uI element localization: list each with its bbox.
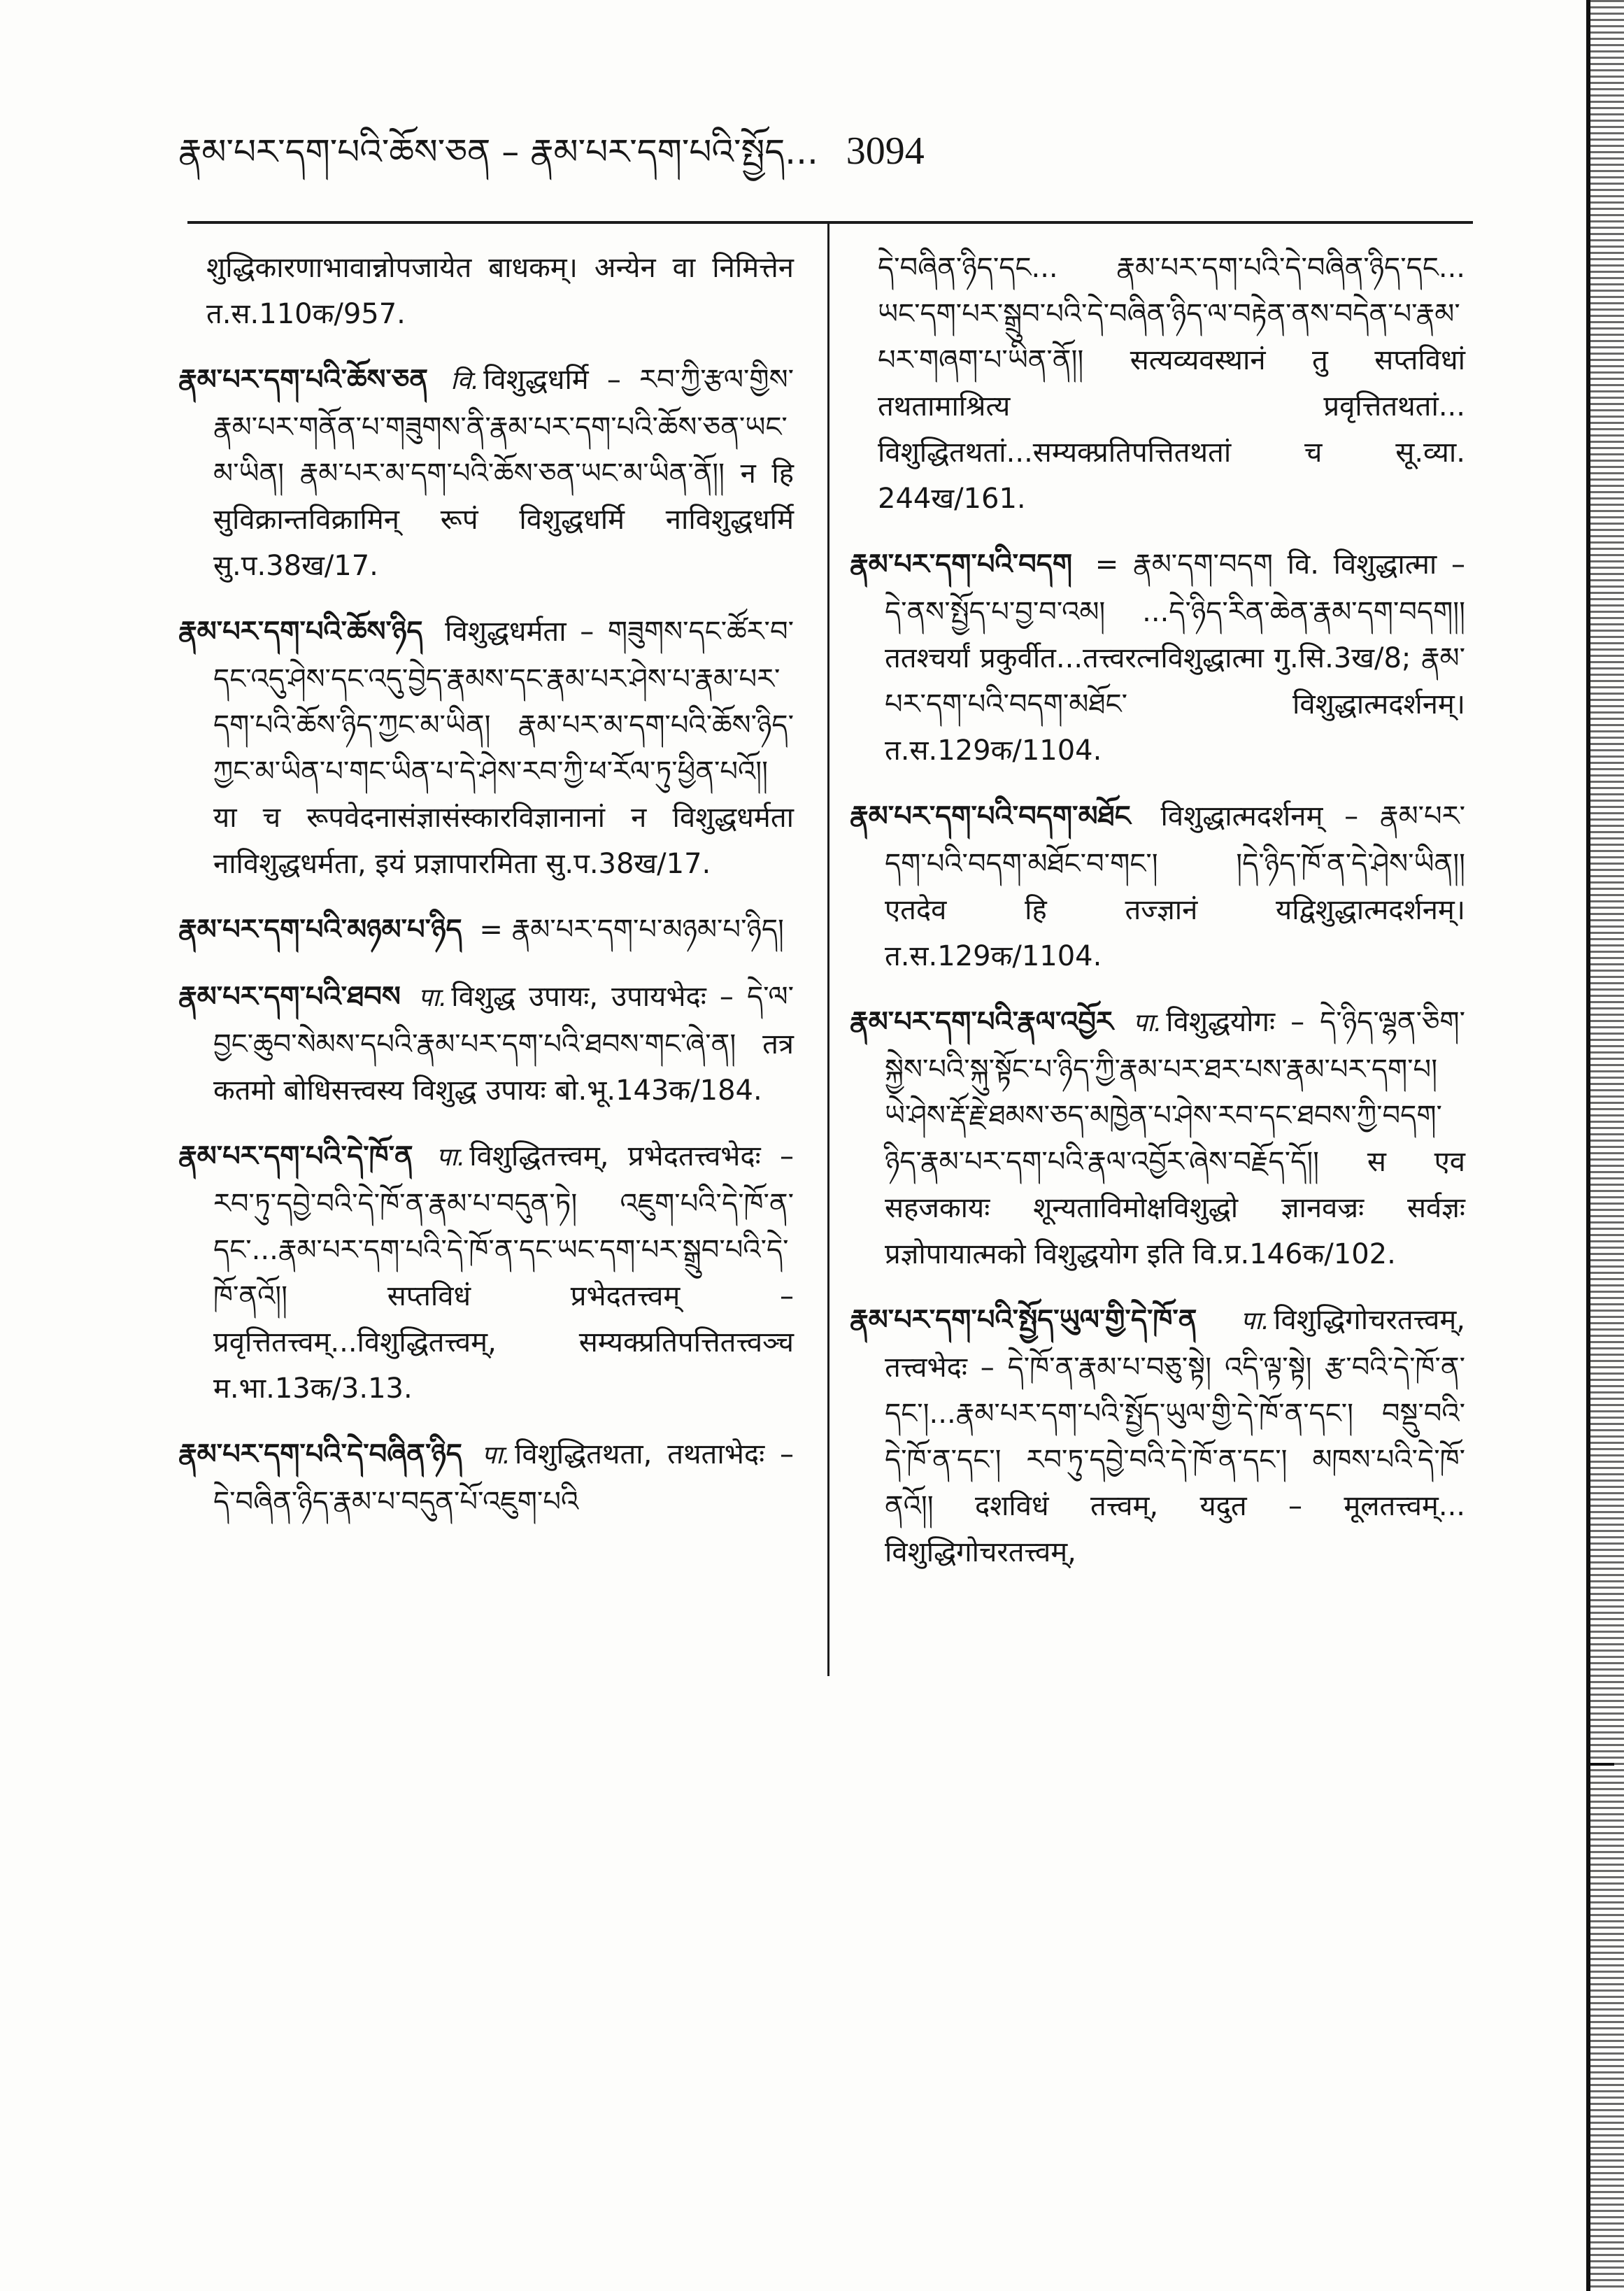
grammar-tag: पा. xyxy=(436,1143,466,1172)
right-column xyxy=(850,245,1465,1595)
dictionary-entry xyxy=(178,974,794,1114)
headword: རྣམ་པར་དག་པའི་རྣལ་འབྱོར xyxy=(850,1006,1113,1038)
definition: विशुद्धधर्मि – རབ་ཀྱི་རྩལ་གྱིས་རྣམ་པར་གནོན་པ་གཟུགས་ནི་རྣམ་པར་དག་པའི་ཆོས་ཅན་ཡང་མ་ཡིན། རྣམ་པར་མ་དག་པའི་ཆོས་ཅན་ཡང་མ་ཡིན་ནོ།། न हि सुविक्रान्तविक्रामिन् रूपं विशुद्धधर्मि नाविशुद्धधर्मि सु.प.38ख/17. xyxy=(213,364,794,582)
grammar-tag: पा. xyxy=(418,984,448,1012)
headword: རྣམ་པར་དག་པའི་སྤྱོད་ཡུལ་གྱི་དེ་ཁོ་ན xyxy=(850,1304,1197,1336)
left-column xyxy=(178,245,794,1545)
headword: རྣམ་པར་དག་པའི་བདག་མཐོང xyxy=(850,800,1131,832)
grammar-tag: पा. xyxy=(1132,1009,1162,1037)
headword: རྣམ་པར་དག་པའི་དེ་བཞིན་ཉིད xyxy=(178,1438,462,1470)
dictionary-entry xyxy=(850,793,1465,979)
definition: विशुद्धात्मदर्शनम् – རྣམ་པར་དག་པའི་བདག་མཐོང་བ་གང་། །དེ་ཉིད་ཁོ་ན་དེ་ཤེས་ཡིན།། एतदेव हि तज्ज्ञानं यद्विशुद्धात्मदर्शनम्। त.स.129क/1104. xyxy=(885,800,1466,972)
grammar-tag: वि. xyxy=(450,367,480,395)
entry-continuation: དེ་བཞིན་ཉིད་དང... རྣམ་པར་དག་པའི་དེ་བཞིན་ཉིད་དང... ཡང་དག་པར་སྒྲུབ་པའི་དེ་བཞིན་ཉིད་ལ་བརྟེན་ནས་བདེན་པ་རྣམ་པར་གཞག་པ་ཡིན་ནོ།། सत्यव्यवस्थानं तु सप्तविधां तथतामाश्रित्य प्रवृत्तितथतां... विशुद्धितथतां...सम्यक्प्रतिपत्तितथतां च सू.व्या. 244ख/161. xyxy=(878,252,1465,515)
definition: विशुद्धयोगः – དེ་ཉིད་ལྷན་ཅིག་སྐྱེས་པའི་སྐུ་སྟོང་པ་ཉིད་ཀྱི་རྣམ་པར་ཐར་པས་རྣམ་པར་དག་པ། ཡེ་ཤེས་རྡོ་རྗེ་ཐམས་ཅད་མཁྱེན་པ་ཤེས་རབ་དང་ཐབས་ཀྱི་བདག་ཉིད་རྣམ་པར་དག་པའི་རྣལ་འབྱོར་ཞེས་བརྗོད་དོ།། स एव सहजकायः शून्यताविमोक्षविशुद्धो ज्ञानवज्रः सर्वज्ञः प्रज्ञोपायात्मको विशुद्धयोग इति वि.प्र.146क/102. xyxy=(885,1006,1465,1270)
definition: विशुद्धितत्त्वम्, प्रभेदतत्त्वभेदः – རབ་ཏུ་དབྱེ་བའི་དེ་ཁོ་ན་རྣམ་པ་བདུན་ཏེ། འཇུག་པའི་དེ་ཁོ་ན་དང་...རྣམ་པར་དག་པའི་དེ་ཁོ་ན་དང་ཡང་དག་པར་སྒྲུབ་པའི་དེ་ཁོ་ནའོ།། सप्तविधं प्रभेदतत्त्वम् – प्रवृत्तितत्त्वम्...विशुद्धितत्त्वम्, सम्यक्प्रतिपत्तितत्त्वञ्च म.भा.13क/3.13. xyxy=(213,1140,794,1405)
page-number: 3094 xyxy=(846,129,925,173)
binding-edge-line xyxy=(1586,0,1590,2291)
definition: विशुद्धिगोचरतत्त्वम्, तत्त्वभेदः – དེ་ཁོ་ན་རྣམ་པ་བཅུ་སྟེ། འདི་ལྟ་སྟེ། རྩ་བའི་དེ་ཁོ་ན་དང་།...རྣམ་པར་དག་པའི་སྤྱོད་ཡུལ་གྱི་དེ་ཁོ་ན་དང་། བསྡུ་བའི་དེ་ཁོ་ན་དང་། རབ་ཏུ་དབྱེ་བའི་དེ་ཁོ་ན་དང་། མཁས་པའི་དེ་ཁོ་ནའོ།། दशविधं तत्त्वम्, यदुत – मूलतत्त्वम्... विशुद्धिगोचरतत्त्वम्, xyxy=(885,1304,1465,1568)
headword: རྣམ་པར་དག་པའི་ཆོས་ཅན xyxy=(178,364,429,396)
headword: རྣམ་པར་དག་པའི་མཉམ་པ་ཉིད xyxy=(178,914,462,946)
grammar-tag: पा. xyxy=(481,1441,511,1470)
dictionary-entry xyxy=(178,1133,794,1412)
headword: རྣམ་པར་དག་པའི་ཆོས་ཉིད xyxy=(178,616,423,648)
definition: = རྣམ་དག་བདག वि. विशुद्धात्मा – དེ་ནས་སྤྱོད་པ་བྱ་བ་འམ། ...དེ་ཉིད་རིན་ཆེན་རྣམ་དག་བདག།། ततश्चर्यां प्रकुर्वीत...तत्त्वरत्नविशुद्धात्मा गु.सि.3ख/8; རྣམ་པར་དག་པའི་བདག་མཐོང་ विशुद्धात्मदर्शनम्। त.स.129क/1104. xyxy=(885,548,1466,767)
dictionary-entry xyxy=(850,999,1465,1277)
headword: རྣམ་པར་དག་པའི་བདག xyxy=(850,548,1073,581)
dictionary-entry xyxy=(178,907,794,954)
dictionary-entry xyxy=(850,1297,1465,1575)
dictionary-entry xyxy=(850,541,1465,774)
grammar-tag: पा. xyxy=(1240,1307,1270,1335)
headword: རྣམ་པར་དག་པའི་ཐབས xyxy=(178,981,401,1013)
dictionary-entry xyxy=(178,1431,794,1525)
entry-continuation: शुद्धिकारणाभावान्नोपजायेत बाधकम्। अन्येन वा निमित्तेन त.स.110क/957. xyxy=(206,252,794,330)
definition: = རྣམ་པར་དག་པ་མཉམ་པ་ཉིད། xyxy=(479,914,784,946)
definition: विशुद्धधर्मता – གཟུགས་དང་ཚོར་བ་དང་འདུ་ཤེས་དང་འདུ་བྱེད་རྣམས་དང་རྣམ་པར་ཤེས་པ་རྣམ་པར་དག་པའི་ཆོས་ཉིད་ཀྱང་མ་ཡིན། རྣམ་པར་མ་དག་པའི་ཆོས་ཉིད་ཀྱང་མ་ཡིན་པ་གང་ཡིན་པ་དེ་ཤེས་རབ་ཀྱི་ཕ་རོལ་ཏུ་ཕྱིན་པའོ།། या च रूपवेदनासंज्ञासंस्कारविज्ञानानां न विशुद्धधर्मता नाविशुद्धधर्मता, इयं प्रज्ञापारमिता सु.प.38ख/17. xyxy=(213,616,794,880)
definition: विशुद्ध उपायः, उपायभेदः – དེ་ལ་བྱང་ཆུབ་སེམས་དཔའི་རྣམ་པར་དག་པའི་ཐབས་གང་ཞེ་ན། तत्र कतमो बोधिसत्त्वस्य विशुद्ध उपायः बो.भू.143क/184. xyxy=(213,981,794,1107)
definition: विशुद्धितथता, तथताभेदः – དེ་བཞིན་ཉིད་རྣམ་པ་བདུན་པོ་འཇུག་པའི xyxy=(213,1438,795,1518)
column-divider xyxy=(827,221,829,1676)
scanned-page-edge xyxy=(1586,0,1624,2291)
header-rule xyxy=(187,221,1473,224)
page-header xyxy=(178,123,925,180)
edge-tick-mark xyxy=(1586,1763,1614,1766)
running-head-title: རྣམ་པར་དག་པའི་ཆོས་ཅན – རྣམ་པར་དག་པའི་སྤྱོད... xyxy=(178,132,818,172)
dictionary-entry xyxy=(178,357,794,589)
headword: རྣམ་པར་དག་པའི་དེ་ཁོ་ན xyxy=(178,1140,413,1172)
dictionary-entry xyxy=(178,609,794,887)
